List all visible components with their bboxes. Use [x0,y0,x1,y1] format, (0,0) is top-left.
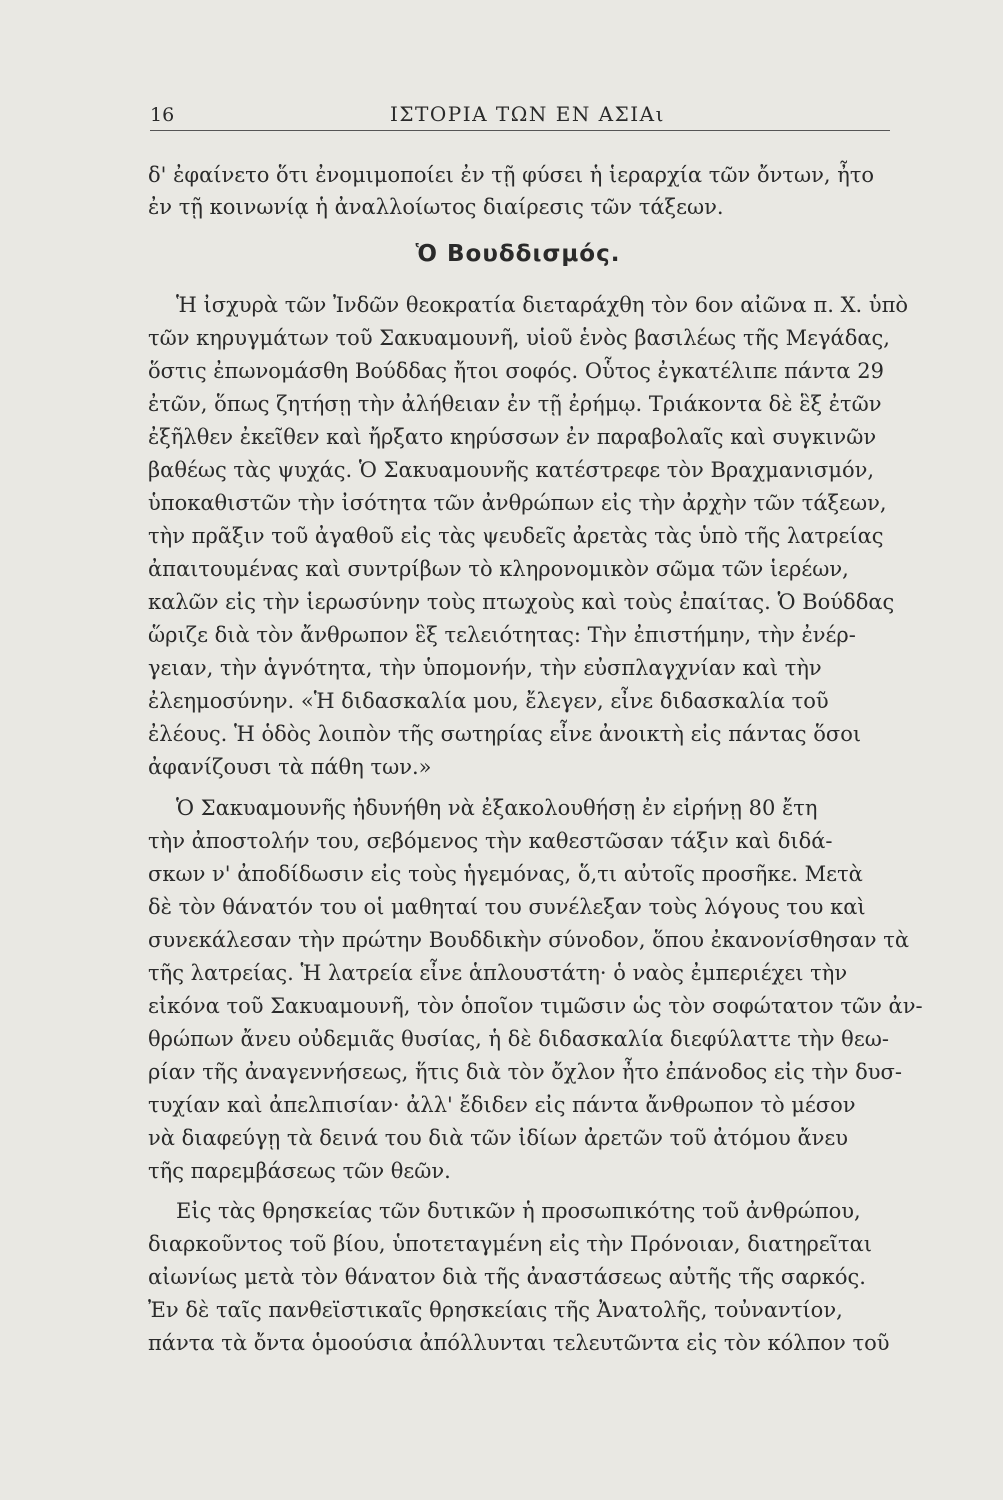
text-line: βαθέως τὰς ψυχάς. Ὁ Σακυαμουνῆς κατέστρεφε τὸν Βραχμανισμόν, [148,458,875,482]
text-line: ἐτῶν, ὅπως ζητήσῃ τὴν ἀλήθειαν ἐν τῇ ἐρήμῳ. Τριάκοντα δὲ ἓξ ἐτῶν [148,392,882,416]
text-line: τῆς λατρείας. Ἡ λατρεία εἶνε ἁπλουστάτη· ὁ ναὸς ἐμπεριέχει τὴν [148,961,848,985]
text-line: νὰ διαφεύγῃ τὰ δεινά του διὰ τῶν ἰδίων ἀρετῶν τοῦ ἀτόμου ἄνευ [148,1126,849,1150]
text-line: ἀπαιτουμένας καὶ συντρίβων τὸ κληρονομικὸν σῶμα τῶν ἱερέων, [148,557,849,581]
text-line: καλῶν εἰς τὴν ἱερωσύνην τοὺς πτωχοὺς καὶ τοὺς ἐπαίτας. Ὁ Βούδδας [148,590,895,614]
text-line: ρίαν τῆς ἀναγεννήσεως, ἥτις διὰ τὸν ὄχλον ἦτο ἐπάνοδος εἰς τὴν δυσ- [148,1060,902,1084]
text-line: τὴν ἀποστολήν του, σεβόμενος τὴν καθεστῶσαν τάξιν καὶ διδά- [148,829,833,853]
text-line: τῆς παρεμβάσεως τῶν θεῶν. [148,1159,451,1183]
section-heading: Ὁ Βουδδισμός. [415,241,621,267]
text-line: τῶν κηρυγμάτων τοῦ Σακυαμουνῆ, υἱοῦ ἑνὸς βασιλέως τῆς Μεγάδας, [148,326,890,350]
text-line: τυχίαν καὶ ἀπελπισίαν· ἀλλ' ἔδιδεν εἰς πάντα ἄνθρωπον τὸ μέσον [148,1093,856,1117]
text-line: Ὁ Σακυαμουνῆς ἠδυνήθη νὰ ἐξακολουθήσῃ ἐν εἰρήνῃ 80 ἔτη [176,796,818,820]
text-line: γειαν, τὴν ἁγνότητα, τὴν ὑπομονήν, τὴν εὐσπλαγχνίαν καὶ τὴν [148,656,822,680]
page-number: 16 [150,104,175,126]
text-line: σκων ν' ἀποδίδωσιν εἰς τοὺς ἡγεμόνας, ὅ,τι αὐτοῖς προσῆκε. Μετὰ [148,862,863,886]
text-line: τὴν πρᾶξιν τοῦ ἀγαθοῦ εἰς τὰς ψευδεῖς ἀρετὰς τὰς ὑπὸ τῆς λατρείας [148,524,884,548]
text-line: ὅστις ἐπωνομάσθη Βούδδας ἤτοι σοφός. Οὗτος ἐγκατέλιπε πάντα 29 [148,359,885,383]
text-line: συνεκάλεσαν τὴν πρώτην Βουδδικὴν σύνοδον, ὅπου ἐκανονίσθησαν τὰ [148,928,910,952]
text-line: ἐξῆλθεν ἐκεῖθεν καὶ ἤρξατο κηρύσσων ἐν παραβολαῖς καὶ συγκινῶν [148,425,877,449]
text-line: διαρκοῦντος τοῦ βίου, ὑποτεταγμένη εἰς τὴν Πρόνοιαν, διατηρεῖται [148,1232,873,1256]
text-line: δ' ἐφαίνετο ὅτι ἐνομιμοποίει ἐν τῇ φύσει ἡ ἱεραρχία τῶν ὄντων, ἦτο [148,163,875,187]
text-line: ὥριζε διὰ τὸν ἄνθρωπον ἓξ τελειότητας: Τὴν ἐπιστήμην, τὴν ἐνέρ- [148,623,856,647]
text-line: ἀφανίζουσι τὰ πάθη των.» [148,755,432,779]
page-header [150,94,890,131]
text-line: ἐλέους. Ἡ ὁδὸς λοιπὸν τῆς σωτηρίας εἶνε ἀνοικτὴ εἰς πάντας ὅσοι [148,722,862,746]
text-line: θρώπων ἄνευ οὐδεμιᾶς θυσίας, ἡ δὲ διδασκαλία διεφύλαττε τὴν θεω- [148,1027,889,1051]
text-line: Ἡ ἰσχυρὰ τῶν Ἰνδῶν θεοκρατία διεταράχθη τὸν 6ον αἰῶνα π. Χ. ὑπὸ [176,293,909,317]
text-line: Εἰς τὰς θρησκείας τῶν δυτικῶν ἡ προσωπικότης τοῦ ἀνθρώπου, [176,1199,861,1223]
text-line: ἐλεημοσύνην. «Ἡ διδασκαλία μου, ἔλεγεν, εἶνε διδασκαλία τοῦ [148,689,829,713]
text-line: δὲ τὸν θάνατόν του οἱ μαθηταί του συνέλεξαν τοὺς λόγους του καὶ [148,895,866,919]
text-line: εἰκόνα τοῦ Σακυαμουνῆ, τὸν ὁποῖον τιμῶσιν ὡς τὸν σοφώτατον τῶν ἀν- [148,994,923,1018]
text-line: Ἐν δὲ ταῖς πανθεϊστικαῖς θρησκείαις τῆς Ἀνατολῆς, τοὐναντίον, [148,1298,843,1322]
running-title: ΙΣΤΟΡΙΑ ΤΩΝ ΕΝ ΑΣΙΑι [390,102,665,126]
text-line: ἐν τῇ κοινωνίᾳ ἡ ἀναλλοίωτος διαίρεσις τῶν τάξεων. [148,195,724,219]
text-line: αἰωνίως μετὰ τὸν θάνατον διὰ τῆς ἀναστάσεως αὐτῆς τῆς σαρκός. [148,1265,866,1289]
text-line: πάντα τὰ ὄντα ὁμοούσια ἀπόλλυνται τελευτῶντα εἰς τὸν κόλπον τοῦ [148,1331,890,1355]
text-line: ὑποκαθιστῶν τὴν ἰσότητα τῶν ἀνθρώπων εἰς τὴν ἀρχὴν τῶν τάξεων, [148,491,887,515]
